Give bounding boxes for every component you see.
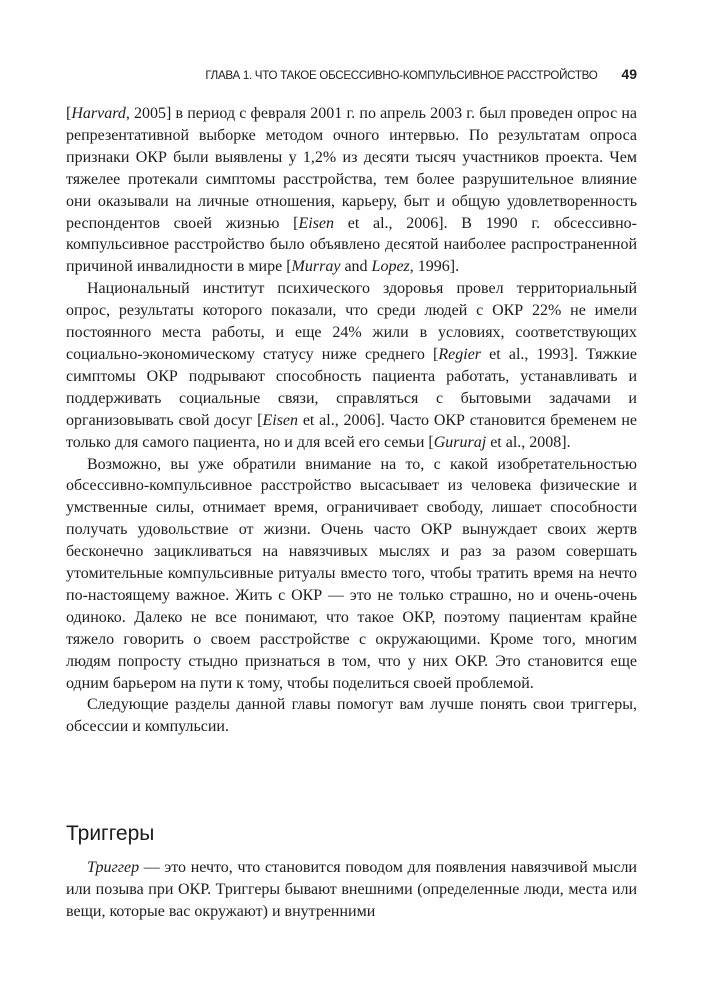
text-run: and <box>340 258 372 276</box>
text-run: et al., 2008]. <box>486 433 571 451</box>
citation-author: Eisen <box>298 214 335 232</box>
text-run: et al., 1993]. Тяжкие симптомы ОКР подрывают способность пациента работать, устанавливать и поддерживать социальные связи, справляться с бытовыми задачами и организовывать свой досуг [ <box>66 345 637 429</box>
citation-author: Gururaj <box>433 433 487 451</box>
body-text <box>66 103 637 738</box>
defined-term: Триггер <box>87 859 140 876</box>
text-run: et al., 2006]. В 1990 г. обсессивно-компульсивное расстройство было объявлено десятой наиболее распространенной причиной инвалидности в мире [ <box>66 214 637 276</box>
section-body-text <box>66 857 637 923</box>
text-run: , 2005] в период с февраля 2001 г. по апрель 2003 г. был проведен опрос на репрезентативной выборке методом очного интервью. По результатам опроса признаки ОКР были выявлены у 1,2% из десяти тысяч участников проекта. Чем тяжелее протекали симптомы расстройства, тем более разрушительное влияние они оказывали на личные отношения, карьеру, быт и общую удовлетворенность респондентов своей жизнью [ <box>66 105 637 232</box>
chapter-title: ГЛАВА 1. ЧТО ТАКОЕ ОБСЕССИВНО-КОМПУЛЬСИВНОЕ РАССТРОЙСТВО <box>205 69 598 82</box>
section-paragraph-1 <box>66 857 637 923</box>
citation-author: Lopez <box>371 258 410 276</box>
text-run: Национальный институт психического здоровья провел территориальный опрос, результаты которого показали, что среди людей с ОКР 22% не имели постоянного места работы, и еще 24% жили в условиях, соответствующих социально-экономическому статусу ниже среднего [ <box>66 280 637 363</box>
citation-author: Eisen <box>262 411 299 429</box>
citation-author: Harvard <box>71 105 126 122</box>
citation-author: Regier <box>438 345 482 363</box>
paragraph-1 <box>66 103 637 278</box>
text-run: , 1996]. <box>409 258 460 276</box>
citation-author: Murray <box>291 258 341 276</box>
running-header <box>66 66 637 88</box>
text-run: et al., 2006]. Часто ОКР становится бременем не только для самого пациента, но и для всей его семьи [ <box>66 411 637 451</box>
page-number: 49 <box>621 66 637 82</box>
text-run: [ <box>66 105 72 122</box>
text-run: — это нечто, что становится поводом для появления навязчивой мысли или позыва при ОКР. Триггеры бывают внешними (определенные люди, места или вещи, которые вас окружают) и внутренними <box>66 859 637 920</box>
section-heading: Триггеры <box>66 822 155 845</box>
paragraph-3: Возможно, вы уже обратили внимание на то, с какой изобретательностью обсессивно-компульсивное расстройство высасывает из человека физические и умственные силы, отнимает время, ограничивает свободу, лишает способности получать удовольствие от жизни. Очень часто ОКР вынуждает своих жертв бесконечно зацикливаться на навязчивых мыслях и раз за разом совершать утомительные компульсивные ритуалы вместо того, чтобы тратить время на нечто по-настоящему важное. Жить с ОКР — это не только страшно, но и очень-очень одиноко. Далеко не все понимают, что такое ОКР, поэтому пациентам крайне тяжело говорить о своем расстройстве с окружающими. Кроме того, многим людям попросту стыдно признаться в том, что у них ОКР. Это становится еще одним барьером на пути к тому, чтобы поделиться своей проблемой. <box>66 455 637 692</box>
paragraph-2 <box>66 278 637 453</box>
paragraph-4: Следующие разделы данной главы помогут вам лучше понять свои триггеры, обсессии и компульсии. <box>66 696 637 736</box>
